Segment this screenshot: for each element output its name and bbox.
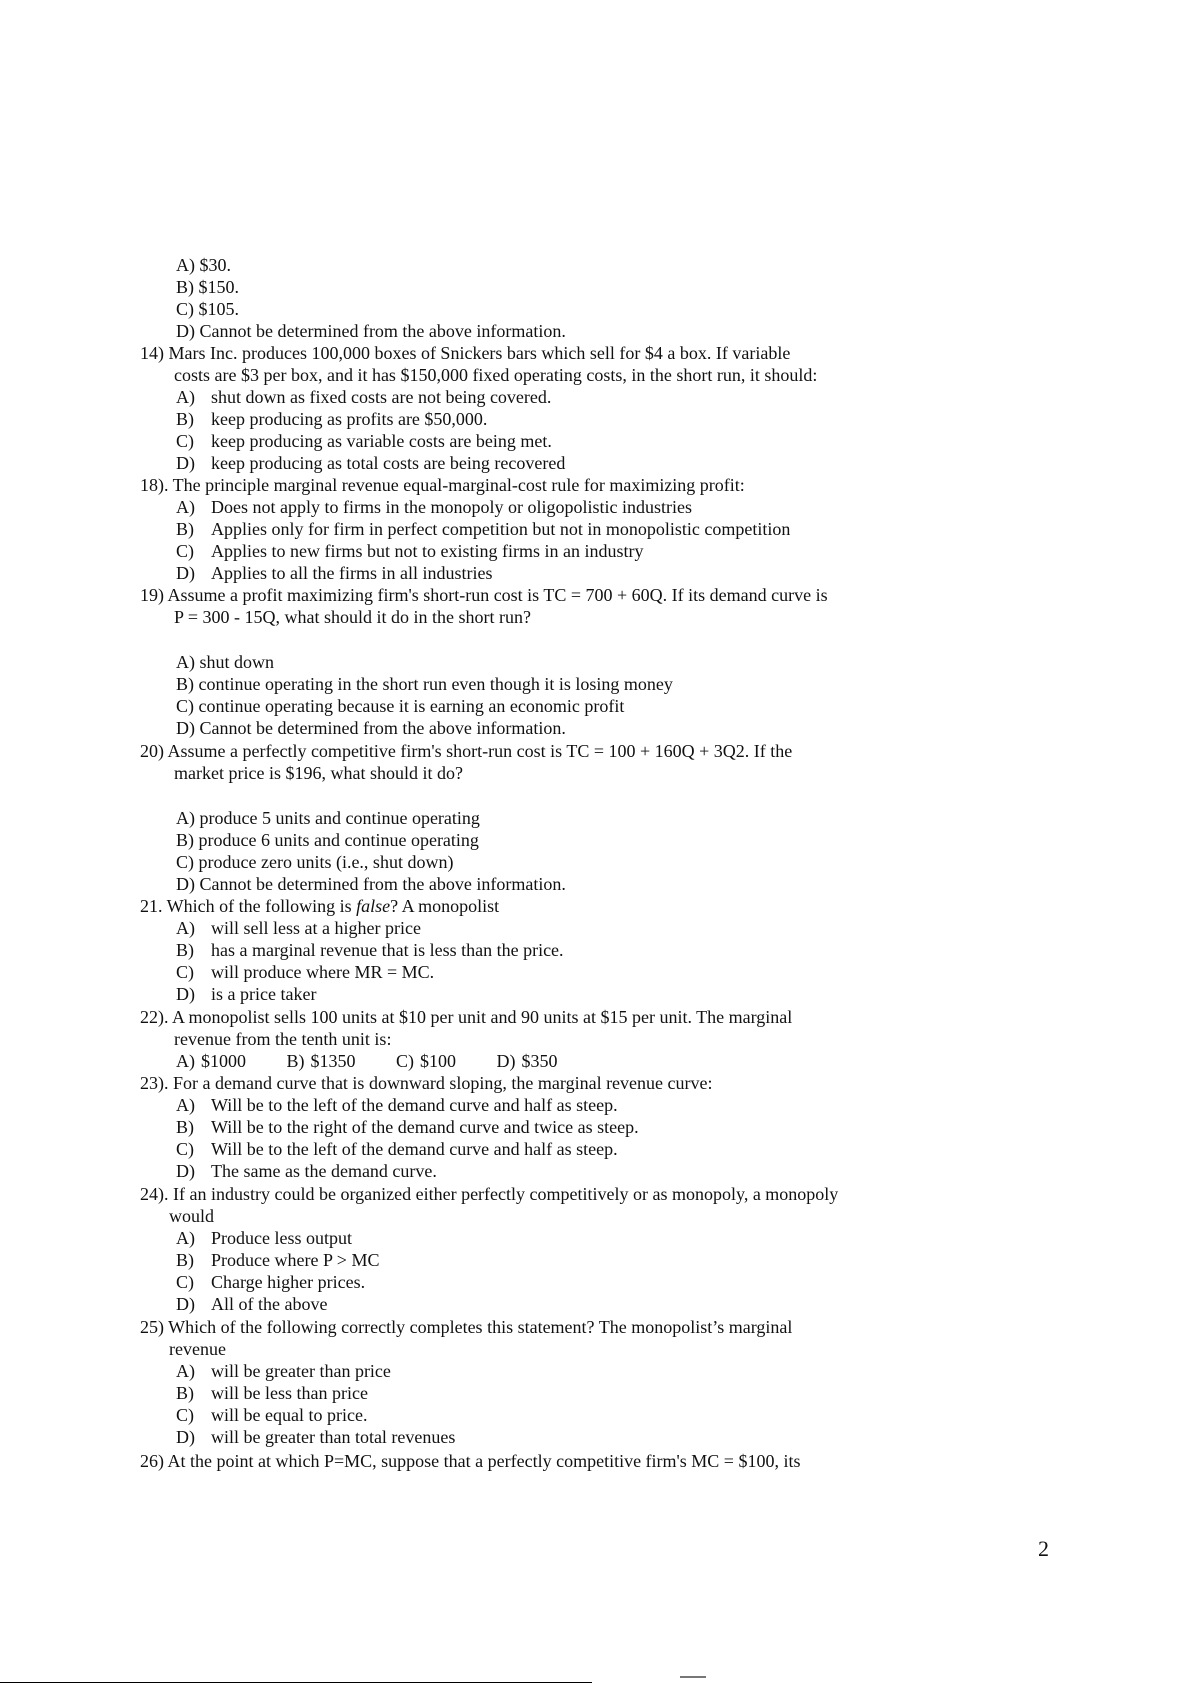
option-text: Will be to the right of the demand curve and twice as steep.: [211, 1117, 639, 1137]
option-label: B): [176, 519, 194, 539]
option-text: Will be to the left of the demand curve and half as steep.: [211, 1095, 618, 1115]
q23-option-c: [176, 1138, 618, 1160]
q22-options-row: [176, 1050, 594, 1072]
q18-option-c: [176, 540, 643, 562]
q13-option-c: C) $105.: [176, 299, 239, 319]
option-text: $100: [420, 1051, 456, 1071]
option-text: Will be to the left of the demand curve and half as steep.: [211, 1139, 618, 1159]
option-text: All of the above: [211, 1294, 328, 1314]
q14-option-a: [176, 386, 551, 408]
option-text: Applies to new firms but not to existing firms in an industry: [211, 541, 644, 561]
q21-option-d: [176, 983, 316, 1005]
option-label: D): [496, 1051, 516, 1071]
option-label: C): [176, 1405, 194, 1425]
q14-option-b: [176, 408, 487, 430]
q26-stem-line1: 26) At the point at which P=MC, suppose that a perfectly competitive firm's MC = $100, its: [140, 1451, 801, 1471]
page-number: 2: [1038, 1536, 1049, 1561]
option-label: A): [176, 1361, 195, 1381]
q23-option-a: [176, 1094, 618, 1116]
q20-option-c: C) produce zero units (i.e., shut down): [176, 852, 454, 872]
option-text: will be equal to price.: [211, 1405, 368, 1425]
q19-stem-line2: P = 300 - 15Q, what should it do in the short run?: [174, 607, 531, 627]
q24-option-d: [176, 1293, 327, 1315]
q25-option-d: [176, 1426, 455, 1448]
q25-stem-line1: 25) Which of the following correctly completes this statement? The monopolist’s marginal: [140, 1317, 793, 1337]
option-text: keep producing as profits are $50,000.: [211, 409, 488, 429]
q21-option-c: [176, 961, 434, 983]
q20-option-a: A) produce 5 units and continue operating: [176, 808, 480, 828]
q22-option-b: [287, 1050, 356, 1072]
option-label: B): [286, 1051, 305, 1071]
q23-option-d: [176, 1160, 437, 1182]
option-text: Charge higher prices.: [211, 1272, 366, 1292]
option-label: D): [176, 1161, 195, 1181]
option-text: will be less than price: [211, 1383, 368, 1403]
option-text: will produce where MR = MC.: [211, 962, 435, 982]
option-text: keep producing as variable costs are being met.: [211, 431, 552, 451]
q20-stem-line2: market price is $196, what should it do?: [174, 763, 463, 783]
option-text: keep producing as total costs are being recovered: [211, 453, 566, 473]
q21-option-a: [176, 917, 421, 939]
q19-stem-line1: 19) Assume a profit maximizing firm's short-run cost is TC = 700 + 60Q. If its demand curve is: [140, 585, 828, 605]
q20-stem-line1: 20) Assume a perfectly competitive firm's short-run cost is TC = 100 + 160Q + 3Q2. If the: [140, 741, 793, 761]
q21-stem-prefix: 21. Which of the following is: [140, 896, 357, 916]
option-label: D): [176, 453, 195, 473]
option-label: D): [176, 1427, 195, 1447]
q14-option-d: [176, 452, 565, 474]
q22-stem-line1: 22). A monopolist sells 100 units at $10 per unit and 90 units at $15 per unit. The marginal: [140, 1007, 793, 1027]
q13-option-b: B) $150.: [176, 277, 239, 297]
q13-option-d: D) Cannot be determined from the above information.: [176, 321, 566, 341]
option-label: A): [176, 1095, 195, 1115]
q24-stem-line1: 24). If an industry could be organized either perfectly competitively or as monopoly, a monopoly: [140, 1184, 839, 1204]
q14-stem-line2: costs are $3 per box, and it has $150,000 fixed operating costs, in the short run, it should:: [174, 365, 818, 385]
q25-option-a: [176, 1360, 391, 1382]
option-text: $350: [521, 1051, 558, 1071]
option-text: shut down as fixed costs are not being covered.: [211, 387, 552, 407]
q24-option-c: [176, 1271, 365, 1293]
option-text: Produce where P > MC: [211, 1250, 380, 1270]
option-label: A): [176, 1051, 195, 1071]
option-label: A): [176, 1228, 195, 1248]
option-text: has a marginal revenue that is less than the price.: [211, 940, 564, 960]
option-label: C): [176, 1272, 194, 1292]
q19-option-b: B) continue operating in the short run even though it is losing money: [176, 674, 673, 694]
q20-option-d: D) Cannot be determined from the above information.: [176, 874, 566, 894]
option-label: B): [176, 940, 194, 960]
q18-option-a: [176, 496, 692, 518]
option-text: Does not apply to firms in the monopoly or oligopolistic industries: [211, 497, 692, 517]
q24-option-b: [176, 1249, 379, 1271]
q14-option-c: [176, 430, 552, 452]
option-label: B): [176, 1383, 194, 1403]
option-label: B): [176, 1117, 194, 1137]
option-label: C): [396, 1051, 414, 1071]
option-label: C): [176, 1139, 194, 1159]
q21-stem-line1: [140, 895, 499, 917]
q23-option-b: [176, 1116, 639, 1138]
q18-stem-line1: 18). The principle marginal revenue equal-marginal-cost rule for maximizing profit:: [140, 475, 745, 495]
footer-rule: [0, 1682, 592, 1683]
q24-stem-line2: would: [169, 1206, 214, 1226]
option-label: C): [176, 962, 194, 982]
option-text: will be greater than price: [211, 1361, 391, 1381]
option-label: B): [176, 1250, 194, 1270]
option-label: C): [176, 431, 194, 451]
q25-option-b: [176, 1382, 368, 1404]
option-text: is a price taker: [211, 984, 317, 1004]
option-label: B): [176, 409, 194, 429]
option-text: Produce less output: [211, 1228, 352, 1248]
q19-option-d: D) Cannot be determined from the above information.: [176, 718, 566, 738]
option-label: A): [176, 918, 195, 938]
q25-stem-line2: revenue: [169, 1339, 226, 1359]
q25-option-c: [176, 1404, 367, 1426]
q13-option-a: A) $30.: [176, 255, 231, 275]
option-label: A): [176, 497, 195, 517]
footer-mark: [680, 1676, 706, 1678]
option-text: Applies to all the firms in all industries: [211, 563, 493, 583]
q23-stem-line1: 23). For a demand curve that is downward sloping, the marginal revenue curve:: [140, 1073, 713, 1093]
q19-option-c: C) continue operating because it is earning an economic profit: [176, 696, 625, 716]
option-text: Applies only for firm in perfect competition but not in monopolistic competition: [211, 519, 791, 539]
option-label: C): [176, 541, 194, 561]
q21-option-b: [176, 939, 564, 961]
q22-option-c: [396, 1050, 456, 1072]
option-text: $1000: [201, 1051, 246, 1071]
q24-option-a: [176, 1227, 352, 1249]
option-text: will sell less at a higher price: [211, 918, 421, 938]
q22-option-a: [176, 1050, 246, 1072]
q22-option-d: [497, 1050, 558, 1072]
option-text: will be greater than total revenues: [211, 1427, 456, 1447]
q21-stem-suffix: ? A monopolist: [390, 896, 500, 916]
option-text: $1350: [310, 1051, 356, 1071]
option-text: The same as the demand curve.: [211, 1161, 437, 1181]
option-label: D): [176, 984, 195, 1004]
option-label: D): [176, 563, 195, 583]
q18-option-b: [176, 518, 790, 540]
q22-stem-line2: revenue from the tenth unit is:: [174, 1029, 392, 1049]
option-label: A): [176, 387, 195, 407]
option-label: D): [176, 1294, 195, 1314]
q14-stem-line1: 14) Mars Inc. produces 100,000 boxes of Snickers bars which sell for $4 a box. If variable: [140, 343, 791, 363]
q20-option-b: B) produce 6 units and continue operating: [176, 830, 479, 850]
q21-stem-emphasis: false: [356, 896, 391, 916]
q19-option-a: A) shut down: [176, 652, 274, 672]
q18-option-d: [176, 562, 492, 584]
